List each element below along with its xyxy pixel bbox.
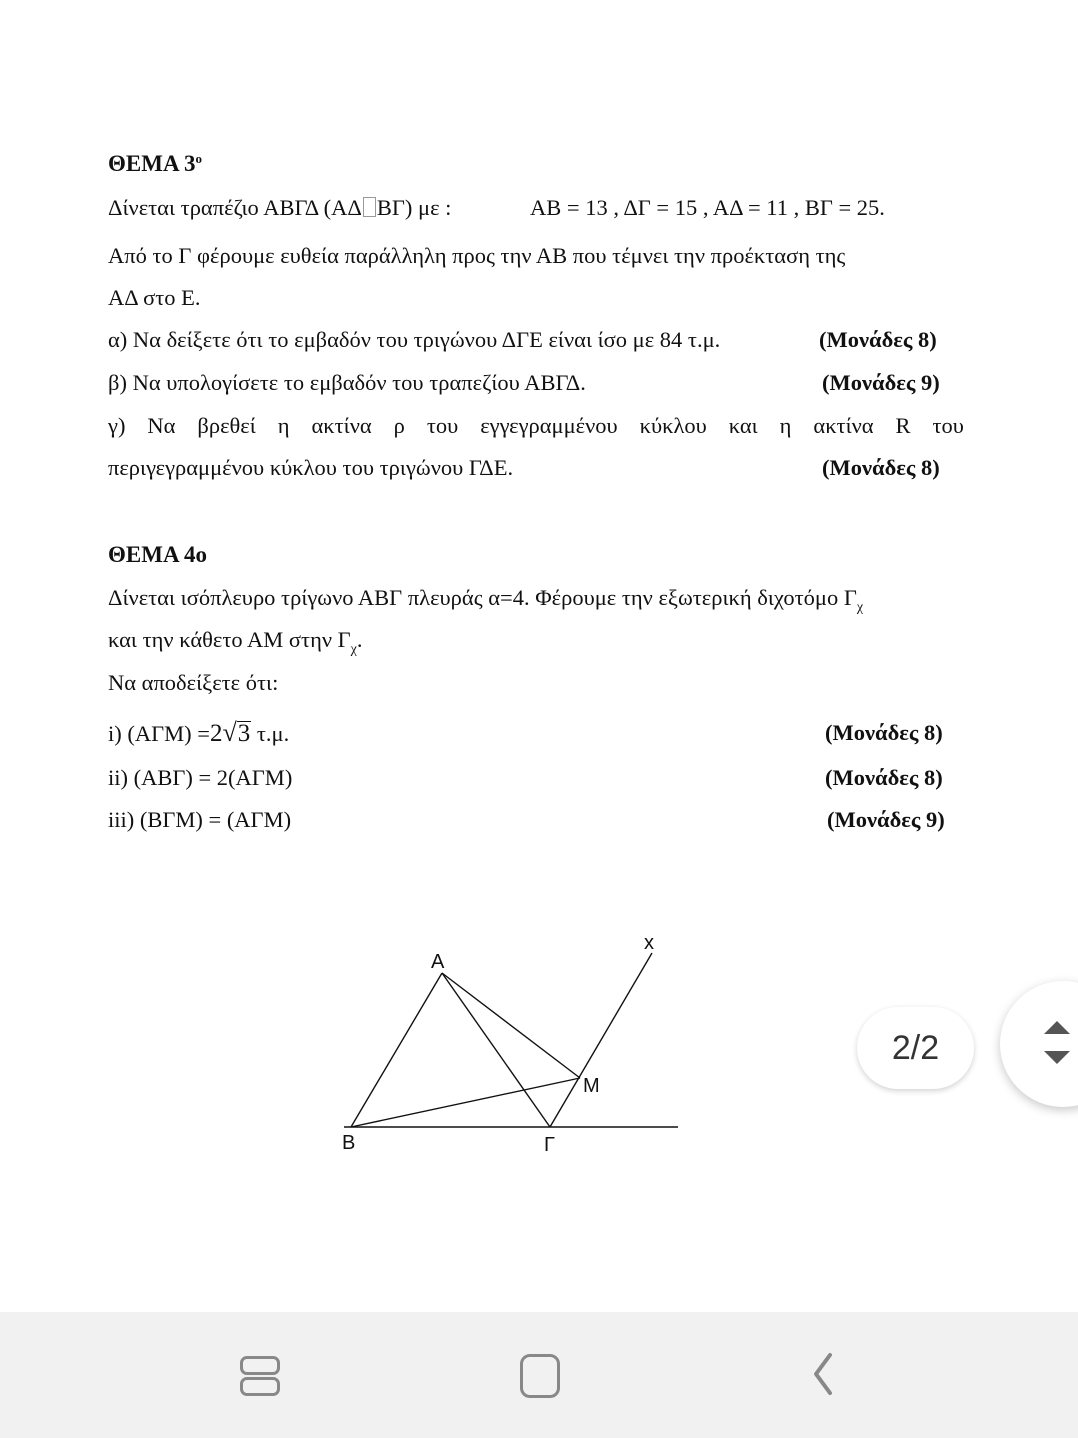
question-c-word: κύκλου — [639, 413, 707, 438]
theme4-line1-sub: χ — [856, 600, 864, 615]
segment-am — [442, 973, 580, 1078]
theme4-line3: Να αποδείξετε ότι: — [108, 670, 279, 695]
theme3-question-b: β) Να υπολογίσετε το εμβαδόν του τραπεζίου ΑΒΓΔ. — [108, 370, 586, 395]
theme3-question-a-marks: (Μονάδες 8) — [819, 327, 937, 352]
page-indicator: 2/2 — [857, 1007, 974, 1089]
theme3-line1-b: ΒΓ) με : — [376, 195, 452, 220]
theme3-line1-values: ΑΒ = 13 , ΔΓ = 15 , ΑΔ = 11 , ΒΓ = 25. — [530, 195, 885, 220]
theme3-line3: ΑΔ στο Ε. — [108, 285, 201, 310]
theme4-title: ΘΕΜΑ 4ο — [108, 542, 208, 567]
recent-apps-icon-top — [240, 1356, 280, 1375]
theme3-title-text: ΘΕΜΑ 3 — [108, 151, 196, 176]
theme3-line1 — [108, 193, 451, 223]
theme4-item-ii: ii) (ΑΒΓ) = 2(ΑΓΜ) — [108, 765, 293, 790]
theme3-question-c-marks: (Μονάδες 8) — [822, 455, 940, 480]
item-i-prefix: i) (ΑΓΜ) = — [108, 721, 210, 746]
question-c-word: γ) — [108, 413, 126, 438]
arrow-up-icon — [1044, 1021, 1070, 1034]
geometry-figure — [330, 925, 690, 1160]
question-c-word: εγγεγραμμένου — [480, 413, 618, 438]
theme3-title-sup: ο — [195, 151, 203, 166]
label-m: M — [583, 1075, 600, 1097]
question-c-word: R — [895, 413, 911, 438]
theme3-question-a: α) Να δείξετε ότι το εμβαδόν του τριγώνου ΔΓΕ είναι ίσο με 84 τ.μ. — [108, 327, 721, 352]
back-icon[interactable] — [808, 1352, 838, 1396]
question-c-word: του — [932, 413, 964, 438]
label-g: Γ — [544, 1134, 556, 1156]
item-i-coef: 2 — [209, 720, 223, 747]
segment-ab — [351, 973, 442, 1127]
item-i-radicand: 3 — [237, 720, 251, 747]
theme4-item-iii-marks: (Μονάδες 9) — [827, 807, 945, 832]
theme4-line1-text: Δίνεται ισόπλευρο τρίγωνο ΑΒΓ πλευράς α=4. Φέρουμε την εξωτερική διχοτόμο Γ — [108, 585, 857, 610]
sqrt-sign-icon: √ — [222, 718, 237, 747]
question-c-word: ακτίνα — [311, 413, 372, 438]
question-c-word: και — [728, 413, 758, 438]
theme3-line1-a: Δίνεται τραπέζιο ΑΒΓΔ (ΑΔ — [108, 195, 362, 220]
missing-glyph-icon — [363, 197, 376, 217]
label-x: x — [644, 932, 654, 954]
theme4-item-i — [108, 718, 289, 749]
label-a: A — [431, 951, 445, 973]
theme3-title — [108, 149, 202, 179]
home-icon[interactable] — [520, 1354, 560, 1398]
label-b: B — [342, 1132, 356, 1154]
question-c-word: βρεθεί — [197, 413, 256, 438]
item-i-suffix: τ.μ. — [251, 721, 290, 746]
theme3-line2: Από το Γ φέρουμε ευθεία παράλληλη προς την ΑΒ που τέμνει την προέκταση της — [108, 243, 846, 268]
theme4-line1 — [108, 583, 863, 613]
question-c-word: ακτίνα — [813, 413, 874, 438]
theme4-item-ii-marks: (Μονάδες 8) — [825, 765, 943, 790]
question-c-word: η — [277, 413, 290, 438]
theme4-line2-end: . — [356, 627, 363, 652]
theme3-question-b-marks: (Μονάδες 9) — [822, 370, 940, 395]
theme4-line2 — [108, 625, 363, 655]
sqrt-expression — [222, 718, 251, 749]
recent-apps-icon-bottom — [240, 1377, 280, 1396]
question-c-word: του — [426, 413, 459, 438]
theme3-question-c-line2: περιγεγραμμένου κύκλου του τριγώνου ΓΔΕ. — [108, 455, 514, 480]
question-c-word: η — [779, 413, 792, 438]
question-c-word: Να — [147, 413, 176, 438]
theme4-line2-text: και την κάθετο ΑΜ στην Γ — [108, 627, 351, 652]
bisector-gx — [550, 953, 652, 1127]
recent-apps-icon[interactable] — [240, 1356, 278, 1396]
theme3-question-c — [108, 411, 964, 441]
theme4-item-iii: iii) (ΒΓΜ) = (ΑΓΜ) — [108, 807, 292, 832]
arrow-down-icon — [1044, 1051, 1070, 1064]
theme4-line2-sub: χ — [350, 642, 357, 657]
question-c-word: ρ — [393, 413, 405, 438]
theme4-item-i-marks: (Μονάδες 8) — [825, 720, 943, 745]
